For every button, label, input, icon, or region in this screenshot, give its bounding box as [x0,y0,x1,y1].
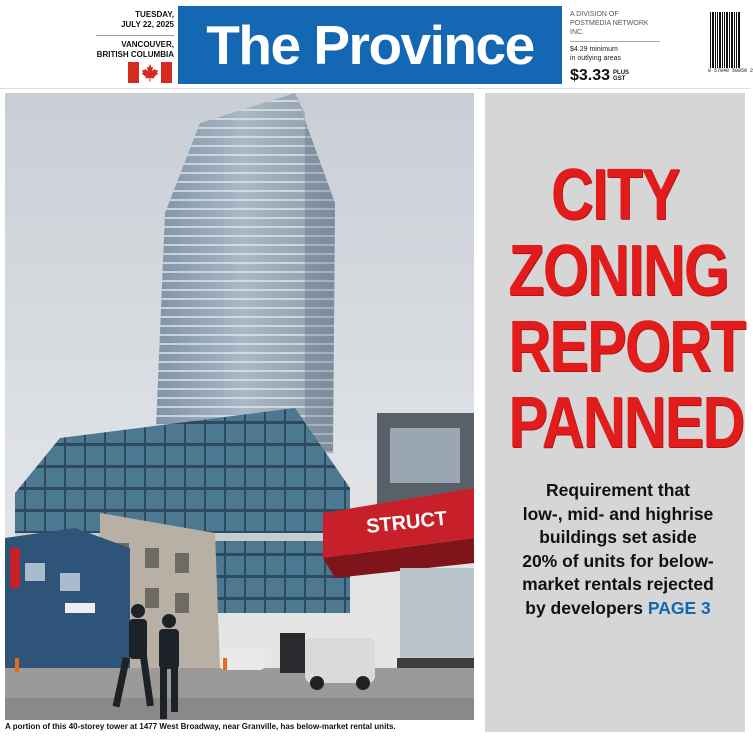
date-divider [96,35,174,36]
edition-province: BRITISH COLUMBIA [96,50,174,59]
price-divider [570,41,660,42]
edition-date-block [96,10,174,60]
headline-line-2: ZONING [508,231,729,311]
nameplate-title: The Province [206,14,534,76]
headline [508,155,745,463]
dek-line-4: 20% of units for below- [522,550,714,571]
dek-last-text: by developers [525,597,643,618]
lead-photo [5,93,474,720]
edition-day: TUESDAY, [135,10,174,19]
dek-line-2: low-, mid- and highrise [522,503,714,524]
minimum-price-line-1: $4.29 minimum [570,46,618,53]
dek-line-6 [505,597,731,621]
dek-line-5: market rentals rejected [522,574,714,594]
gst-plus: PLUS [613,70,630,76]
price-row [570,68,660,84]
division-line-1: A DIVISION OF [570,11,619,18]
page-reference: PAGE 3 [647,597,711,618]
edition-date: JULY 22, 2025 [121,20,174,29]
dek-line-3: buildings set aside [539,527,697,547]
nameplate [178,6,562,84]
story-dek [505,479,731,620]
headline-line-1: CITY [551,155,679,235]
dek-line-1: Requirement that [546,480,690,500]
photo-caption: A portion of this 40-storey tower at 1477 West Broadway, near Granville, has below-market rental units. [5,722,396,731]
headline-line-4: PANNED [508,383,744,463]
barcode-digits: 0 57040 50050 2 [708,68,753,74]
division-line-2: POSTMEDIA NETWORK INC. [570,20,649,36]
gst-note [613,70,629,82]
headline-line-3: REPORT [508,307,745,387]
canada-flag-icon [128,62,172,83]
barcode-icon [708,10,753,76]
edition-city: VANCOUVER, [121,40,174,49]
storefront-sign: STRUCT [365,507,449,538]
gst-label: GST [613,76,626,82]
masthead-rule [0,88,750,89]
cover-price: $3.33 [570,67,611,84]
price-block [570,10,660,84]
minimum-price-line-2: in outlying areas [570,55,621,62]
lead-story-panel [485,93,745,732]
